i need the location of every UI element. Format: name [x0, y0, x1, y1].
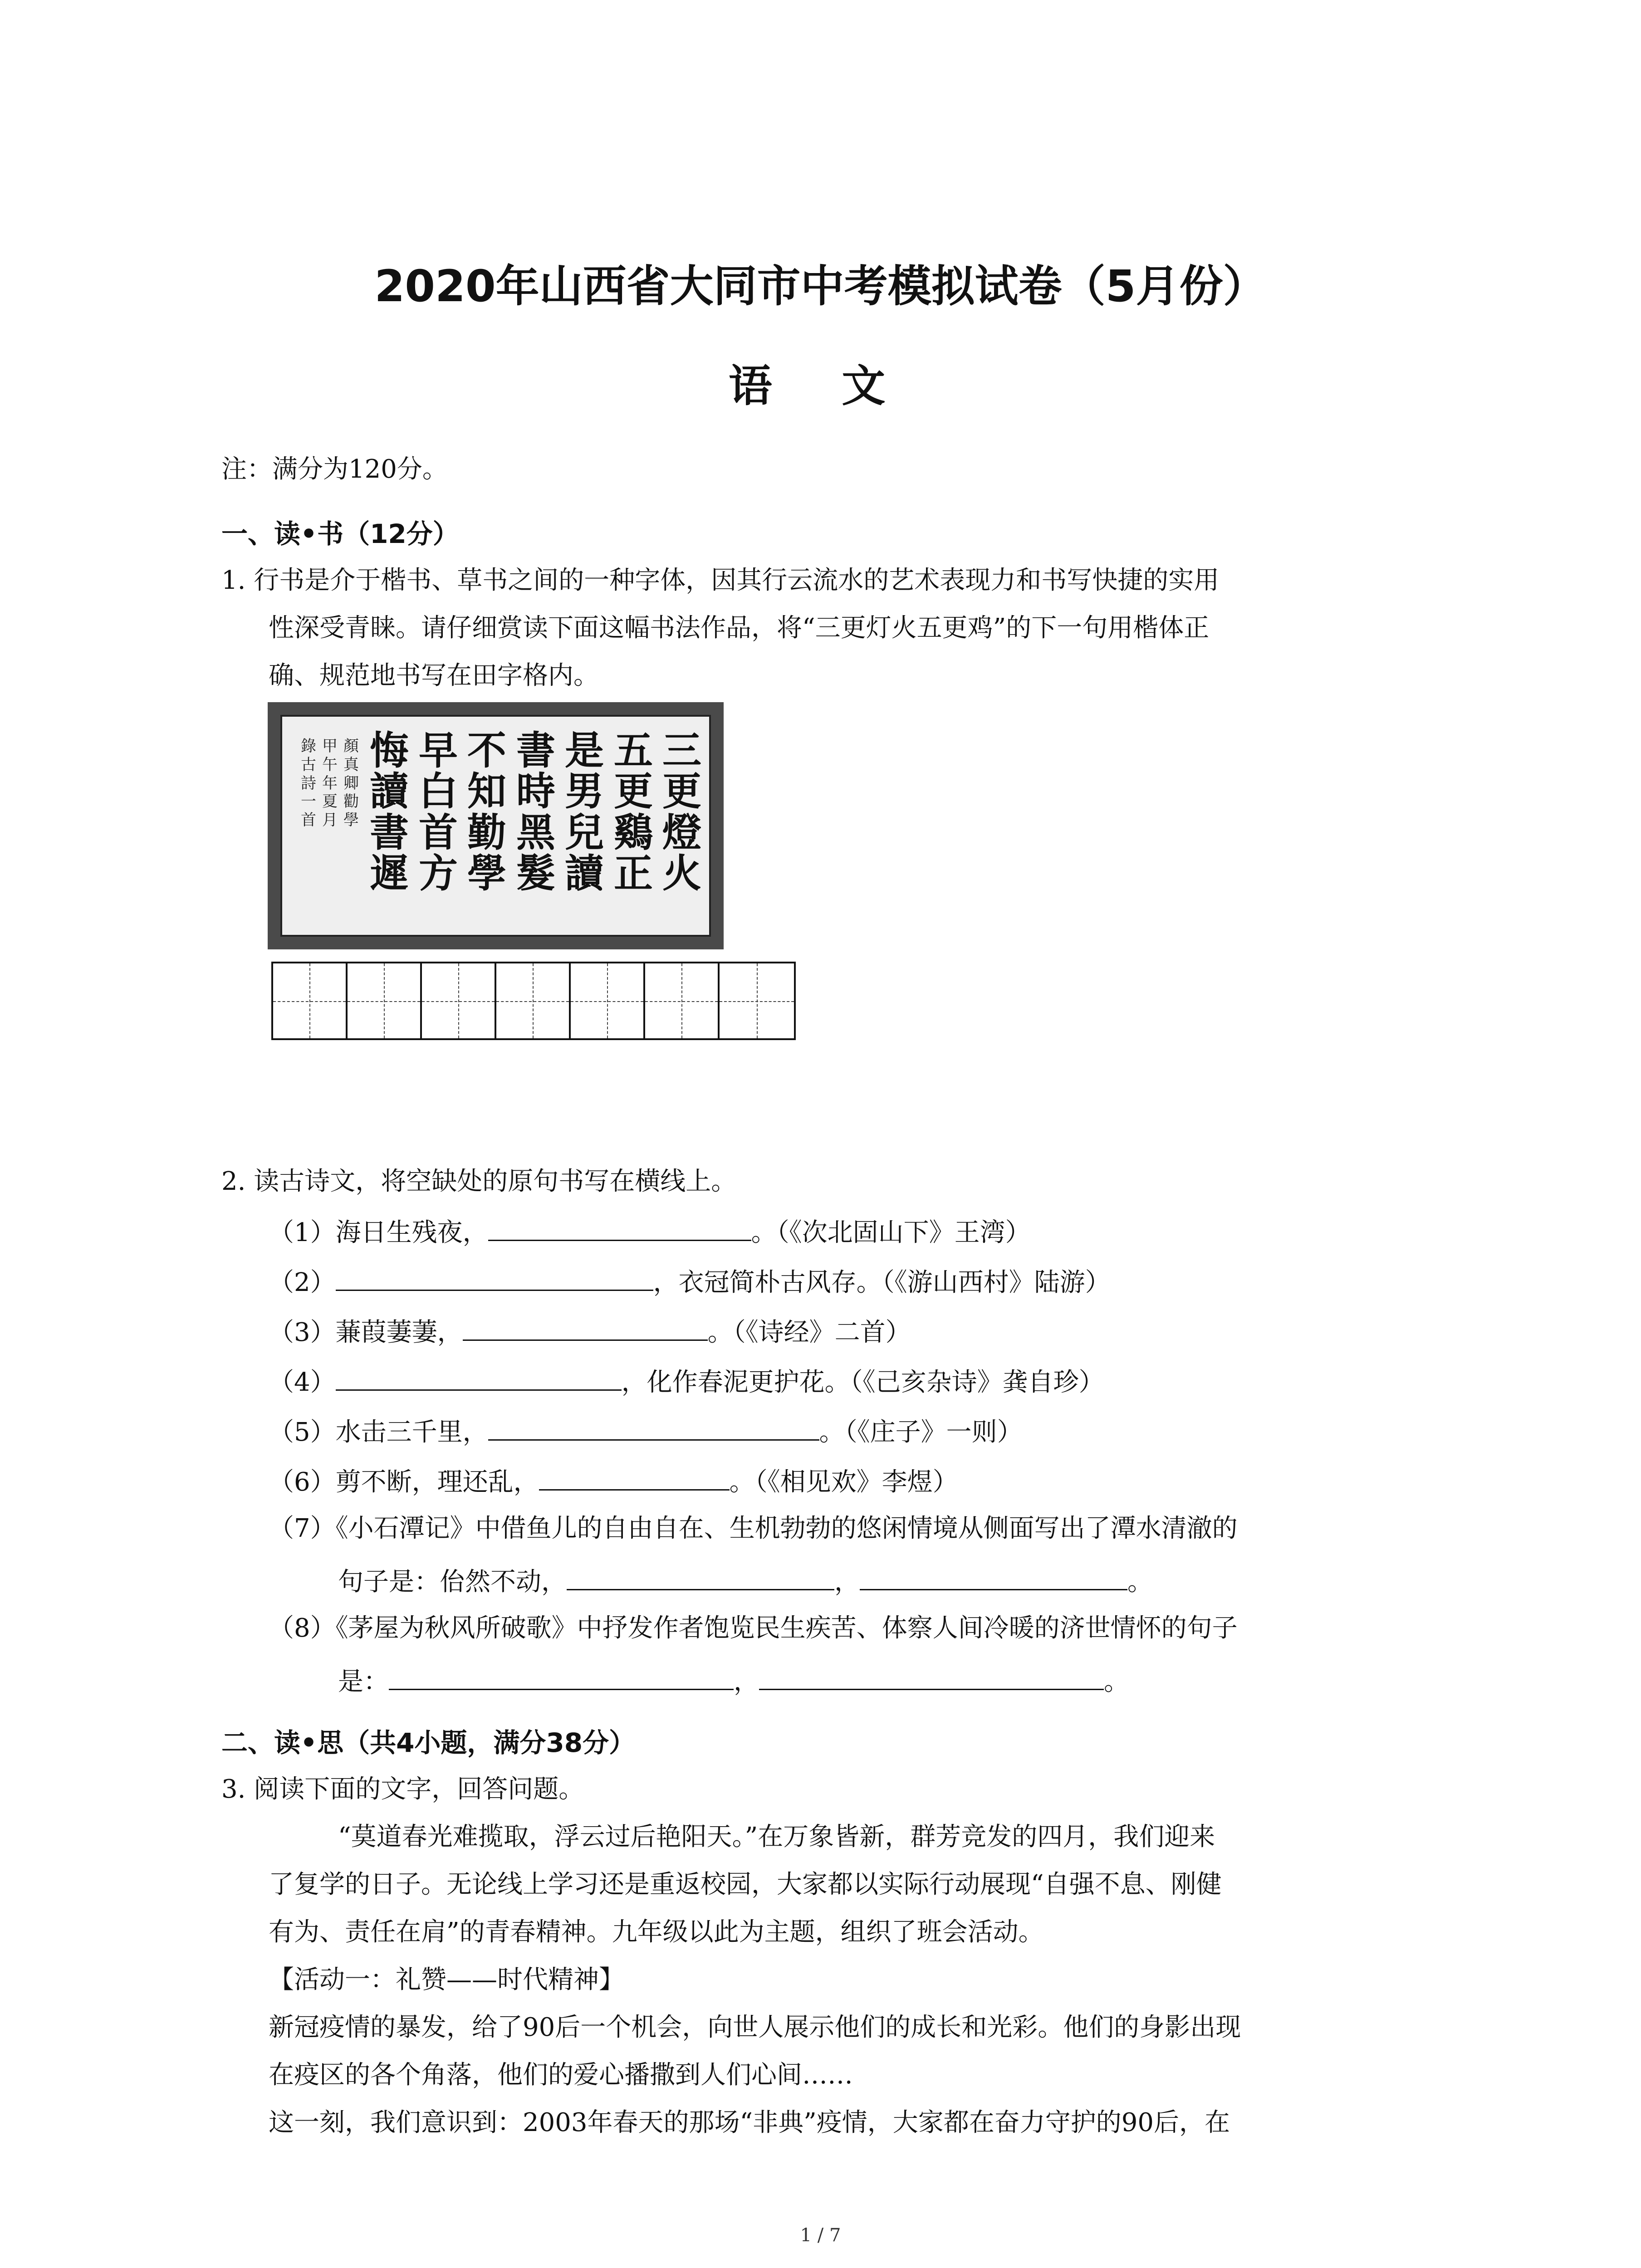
q3-paragraph-2-line-1: 新冠疫情的暴发，给了90后一个机会，向世人展示他们的成长和光彩。他们的身影出现	[269, 2013, 1241, 2042]
q2-item-7-line-1: （7）《小石潭记》中借鱼儿的自由自在、生机勃勃的悠闲情境从侧面写出了潭水清澈的	[269, 1514, 1238, 1543]
q2-item-4: （4） ，化作春泥更护花。（《己亥杂诗》龚自珍）	[269, 1363, 1104, 1398]
q2-item-2: （2） ，衣冠简朴古风存。（《游山西村》陆游）	[269, 1263, 1111, 1299]
page-number: 1 / 7	[800, 2225, 841, 2246]
item-number: （7）	[269, 1514, 336, 1543]
q3-stem: 3. 阅读下面的文字，回答问题。	[221, 1774, 584, 1804]
q1-line-1: 1. 行书是介于楷书、草书之间的一种字体，因其行云流水的艺术表现力和书写快捷的实用	[221, 566, 1220, 595]
answer-blank[interactable]	[336, 1363, 622, 1391]
q2-stem: 2. 读古诗文，将空缺处的原句书写在横线上。	[221, 1167, 737, 1196]
q3-paragraph-1-line-1: “莫道春光难揽取，浮云过后艳阳天。”在万象皆新，群芳竞发的四月，我们迎来	[338, 1822, 1215, 1852]
activity-1-heading: 【活动一：礼赞——时代精神】	[269, 1965, 624, 1994]
grid-cell[interactable]	[720, 963, 794, 1038]
q1-line-3: 确、规范地书写在田字格内。	[269, 661, 599, 690]
answer-blank[interactable]	[539, 1463, 730, 1491]
calligraphy-column-5: 不知勤學	[467, 728, 506, 896]
q2-item-3: （3）蒹葭萋萋， 。（《诗经》二首）	[269, 1313, 911, 1349]
q3-paragraph-1-line-2: 了复学的日子。无论线上学习还是重返校园，大家都以实际行动展现“自强不息、刚健	[269, 1870, 1222, 1899]
calligraphy-column-1: 三更燈火	[662, 728, 701, 896]
grid-cell[interactable]	[273, 963, 348, 1038]
calligraphy-column-4: 書時黑髮	[516, 728, 555, 896]
score-note: 注：满分为120分。	[221, 455, 448, 484]
q3-paragraph-3-line-1: 这一刻，我们意识到：2003年春天的那场“非典”疫情，大家都在奋力守护的90后，在	[269, 2108, 1230, 2137]
q2-item-6: （6）剪不断，理还乱， 。（《相见欢》李煜）	[269, 1463, 958, 1498]
grid-cell[interactable]	[422, 963, 496, 1038]
q3-paragraph-1-line-3: 有为、责任在肩”的青春精神。九年级以此为主题，组织了班会活动。	[269, 1917, 1044, 1947]
answer-blank[interactable]	[336, 1263, 653, 1291]
answer-blank[interactable]	[389, 1662, 734, 1690]
inscription-column-3: 錄古詩一首	[301, 737, 316, 830]
grid-cell[interactable]	[571, 963, 645, 1038]
answer-blank[interactable]	[488, 1413, 819, 1441]
inscription-column-1: 顏真卿勸學	[343, 737, 359, 830]
grid-cell[interactable]	[496, 963, 571, 1038]
calligraphy-paper	[280, 715, 711, 937]
q1-line-2: 性深受青睐。请仔细赏读下面这幅书法作品，将“三更灯火五更鸡”的下一句用楷体正	[269, 613, 1210, 643]
calligraphy-column-7: 悔讀書遲	[370, 728, 409, 896]
tianzige-writing-grid[interactable]	[271, 962, 796, 1040]
section-1-heading: 一、读•书（12分）	[221, 518, 459, 549]
page-title: 2020年山西省大同市中考模拟试卷（5月份）	[374, 261, 1267, 312]
answer-blank[interactable]	[759, 1662, 1104, 1690]
q2-item-1: （1）海日生残夜， 。（《次北固山下》王湾）	[269, 1213, 1031, 1249]
item-number: （6）	[269, 1467, 336, 1497]
grid-cell[interactable]	[645, 963, 720, 1038]
q2-item-8-line-2: 是： ， 。	[338, 1662, 1129, 1698]
item-number: （3）	[269, 1318, 336, 1347]
answer-blank[interactable]	[860, 1563, 1127, 1590]
answer-blank[interactable]	[567, 1563, 834, 1590]
item-number: （2）	[269, 1268, 336, 1297]
calligraphy-column-6: 早白首方	[419, 728, 458, 896]
answer-blank[interactable]	[463, 1313, 708, 1341]
section-2-heading: 二、读•思（共4小题，满分38分）	[221, 1727, 636, 1758]
grid-cell[interactable]	[348, 963, 422, 1038]
inscription-column-2: 甲午年夏月	[322, 737, 338, 830]
q2-item-8-line-1: （8）《茅屋为秋风所破歌》中抒发作者饱览民生疾苦、体察人间冷暖的济世情怀的句子	[269, 1613, 1238, 1643]
calligraphy-artwork	[268, 702, 724, 949]
q2-item-5: （5）水击三千里， 。（《庄子》一则）	[269, 1413, 1023, 1448]
subject-title: 语 文	[728, 361, 913, 411]
item-number: （5）	[269, 1418, 336, 1447]
calligraphy-column-3: 是男兒讀	[565, 728, 604, 896]
q3-paragraph-2-line-2: 在疫区的各个角落，他们的爱心播撒到人们心间……	[269, 2060, 853, 2090]
item-number: （1）	[269, 1218, 336, 1247]
q2-item-7-line-2: 句子是：佁然不动， ， 。	[338, 1563, 1153, 1598]
item-number: （8）	[269, 1613, 336, 1643]
calligraphy-column-2: 五更鷄正	[614, 728, 653, 896]
answer-blank[interactable]	[488, 1213, 751, 1241]
item-number: （4）	[269, 1368, 336, 1397]
